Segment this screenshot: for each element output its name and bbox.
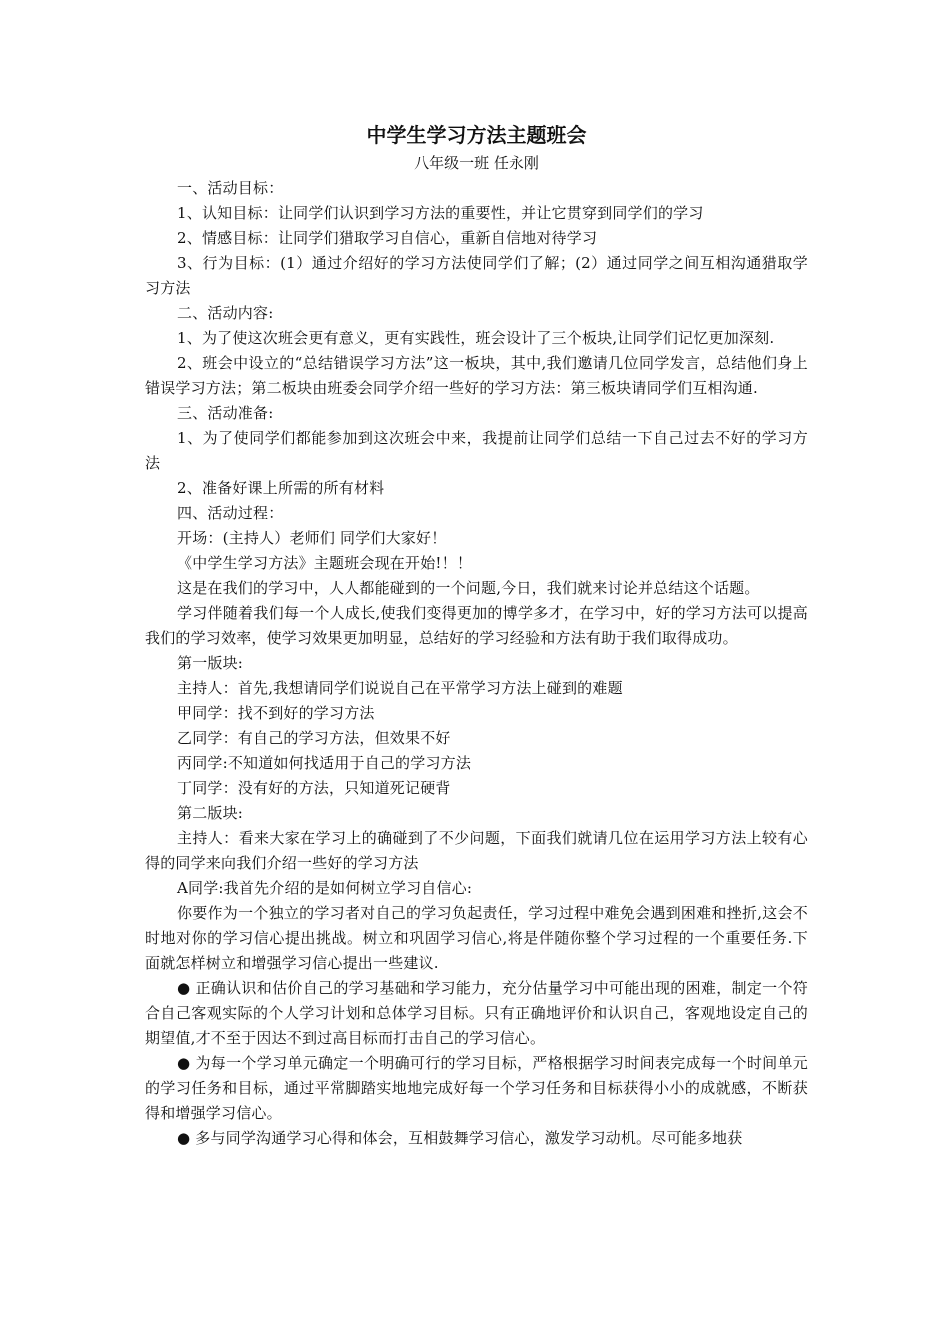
paragraph: 2、班会中设立的“总结错误学习方法”这一板块，其中,我们邀请几位同学发言，总结他们身上错误学习方法；第二板块由班委会同学介绍一些好的学习方法：第三板块请同学们互相沟通. xyxy=(145,354,808,397)
paragraph: 1、为了使同学们都能参加到这次班会中来，我提前让同学们总结一下自己过去不好的学习方法 xyxy=(145,429,808,472)
paragraph: ● 正确认识和估价自己的学习基础和学习能力，充分估量学习中可能出现的困难，制定一个符合自己客观实际的个人学习计划和总体学习目标。只有正确地评价和认识自己，客观地设定自己的期望值,才不至于因达不到过高目标而打击自己的学习信心。 xyxy=(145,979,808,1047)
paragraph: 开场：(主持人）老师们 同学们大家好！ xyxy=(177,529,447,547)
paragraph: ● 为每一个学习单元确定一个明确可行的学习目标，严格根据学习时间表完成每一个时间单元的学习任务和目标，通过平常脚踏实地地完成好每一个学习任务和目标获得小小的成就感，不断获得和增强学习信心。 xyxy=(145,1054,808,1122)
paragraph: 丁同学：没有好的方法，只知道死记硬背 xyxy=(177,779,451,797)
paragraph: 《中学生学习方法》主题班会现在开始!！！ xyxy=(177,554,473,572)
paragraph: 乙同学：有自己的学习方法，但效果不好 xyxy=(177,729,451,747)
paragraph: A同学:我首先介绍的是如何树立学习自信心: xyxy=(177,879,473,897)
paragraph: 你要作为一个独立的学习者对自己的学习负起责任，学习过程中难免会遇到困难和挫折,这会不时地对你的学习信心提出挑战。树立和巩固学习信心,将是伴随你整个学习过程的一个重要任务.下面就怎样树立和增强学习信心提出一些建议. xyxy=(145,904,808,972)
paragraph: 四、活动过程： xyxy=(177,504,284,522)
paragraph: 一、活动目标： xyxy=(177,179,284,197)
paragraph: 第一版块: xyxy=(177,654,244,672)
document-body xyxy=(145,176,808,1151)
paragraph: 二、活动内容: xyxy=(177,304,274,322)
paragraph: 3、行为目标：(1）通过介绍好的学习方法使同学们了解；(2）通过同学之间互相沟通猎取学习方法 xyxy=(145,254,808,297)
paragraph: 丙同学:不知道如何找适用于自己的学习方法 xyxy=(177,754,472,772)
paragraph: 1、认知目标：让同学们认识到学习方法的重要性，并让它贯穿到同学们的学习 xyxy=(177,204,704,222)
paragraph: 学习伴随着我们每一个人成长,使我们变得更加的博学多才，在学习中，好的学习方法可以提高我们的学习效率，使学习效果更加明显，总结好的学习经验和方法有助于我们取得成功。 xyxy=(145,604,808,647)
paragraph: 三、活动准备: xyxy=(177,404,274,422)
paragraph: 第二版块: xyxy=(177,804,244,822)
paragraph: 甲同学：找不到好的学习方法 xyxy=(177,704,375,722)
document-title: 中学生学习方法主题班会 xyxy=(366,123,587,147)
paragraph: 这是在我们的学习中，人人都能碰到的一个问题,今日，我们就来讨论并总结这个话题。 xyxy=(177,579,760,597)
paragraph: 主持人：首先,我想请同学们说说自己在平常学习方法上碰到的难题 xyxy=(177,679,623,697)
paragraph: ● 多与同学沟通学习心得和体会，互相鼓舞学习信心，激发学习动机。尽可能多地获 xyxy=(177,1129,743,1147)
paragraph: 1、为了使这次班会更有意义，更有实践性，班会设计了三个板块,让同学们记忆更加深刻. xyxy=(177,329,775,347)
document-subtitle: 八年级一班 任永刚 xyxy=(414,154,539,172)
paragraph: 2、情感目标：让同学们猎取学习自信心，重新自信地对待学习 xyxy=(177,229,598,247)
paragraph: 主持人：看来大家在学习上的确碰到了不少问题，下面我们就请几位在运用学习方法上较有心得的同学来向我们介绍一些好的学习方法 xyxy=(145,829,808,872)
paragraph: 2、准备好课上所需的所有材料 xyxy=(177,479,385,497)
